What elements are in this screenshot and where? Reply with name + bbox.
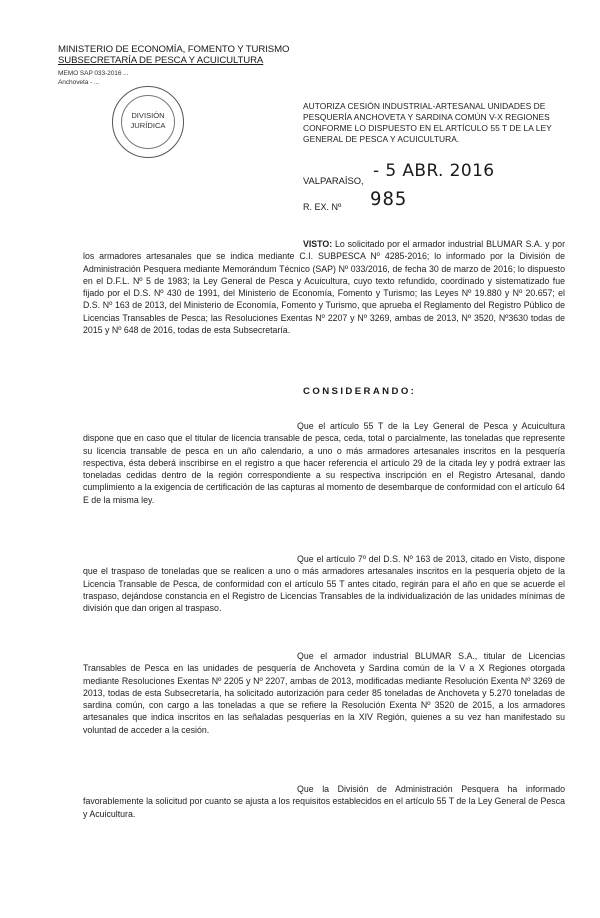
- considerando-paragraph-3: Que el armador industrial BLUMAR S.A., titular de Licencias Transables de Pesca en las unidades de pesquería de Anchoveta y Sardina común de la V a X Regiones otorgada mediante Resoluciones Exentas Nº 2205 y Nº 2207, ambas de 2013, modificadas mediante Resolución Exenta Nº 3269 de 2013, todas de esta Subsecretaría, ha solicitado autorización para ceder 85 toneladas de Anchoveta y 5.270 toneladas de sardina común, con cargo a las toneladas a que se refiere la Resolución Exenta Nº 3520 de 2015, a los armadores artesanales que indica inscritos en las señaladas pesquerías en la XIV Región, quienes a su vez han manifestado su voluntad de acceder a la cesión.: [83, 651, 565, 735]
- resolution-title: AUTORIZA CESIÓN INDUSTRIAL-ARTESANAL UNIDADES DE PESQUERÍA ANCHOVETA Y SARDINA COMÚN V-X REGIONES CONFORME LO DISPUESTO EN EL ARTÍCULO 55 T DE LA LEY GENERAL DE PESCA Y ACUICULTURA.: [303, 101, 552, 144]
- subsecretaria-name: SUBSECRETARÍA DE PESCA Y ACUICULTURA: [58, 55, 264, 66]
- resolution-date: - 5 ABR. 2016: [373, 161, 495, 181]
- considerando-paragraph-2: Que el artículo 7º del D.S. Nº 163 de 2013, citado en Visto, dispone que el traspaso de toneladas que se realicen a uno o más armadores artesanales inscritos en la pesquería objeto de la Licencia Transable de Pesca, de conformidad con el artículo 55 T antes citado, regirán para el año en que se acuerde el traspaso, dejándose constancia en el Registro de Licencias Transables de la individualización de las unidades mínimas de división que dan origen al traspaso.: [83, 554, 565, 614]
- division-juridica-stamp: [112, 86, 184, 158]
- resolution-number: 985: [370, 188, 408, 210]
- city-label: VALPARAÍSO,: [303, 175, 364, 186]
- visto-paragraph: [83, 238, 565, 336]
- stamp-line-2: JURÍDICA: [130, 121, 166, 130]
- visto-label: VISTO:: [303, 239, 333, 249]
- considerando-paragraph-1: Que el artículo 55 T de la Ley General de Pesca y Acuicultura dispone que en caso que el titular de licencia transable de pesca, ceda, total o parcialmente, las toneladas que represente su licencia transable de pesca en un año calendario, a uno o más armadores artesanales inscritos en la pesquería respectiva, ésta deberá inscribirse en el registro a que hacer referencia el artículo 29 de la citada ley y podrá extraer las toneladas cedidas dentro de la región correspondiente a su respectiva inscripción en el Registro Artesanal, dando cumplimiento a la exigencia de certificación de las capturas al momento de desembarque de conformidad con el artículo 64 E de la misma ley.: [83, 421, 565, 505]
- considerando-heading: CONSIDERANDO:: [303, 386, 417, 397]
- reference-line-2: Anchoveta - ...: [58, 79, 100, 86]
- considerando-paragraph-4: Que la División de Administración Pesquera ha informado favorablemente la solicitud por cuanto se ajusta a los requisitos establecidos en el artículo 55 T de la Ley General de Pesca y Acuicultura.: [83, 784, 565, 819]
- rex-label: R. EX. Nº: [303, 202, 342, 212]
- visto-text: Lo solicitado por el armador industrial BLUMAR S.A. y por los armadores artesanales que se indica mediante C.I. SUBPESCA Nº 4285-2016; lo informado por la División de Administración Pesquera mediante Memorándum Técnico (SAP) Nº 033/2016, de fecha 30 de marzo de 2016; lo dispuesto en el D.F.L. Nº 5 de 1983; la Ley General de Pesca y Acuicultura, cuyo texto refundido, coordinado y sistematizado fue fijado por el D.S. Nº 430 de 1991, del Ministerio de Economía, Fomento y Turismo; las Leyes Nº 19.880 y Nº 20.657; el D.S. Nº 163 de 2013, del Ministerio de Economía, Fomento y Turismo, que aprueba el Reglamento del Registro Público de Licencias Transables de Pesca; las Resoluciones Exentas Nº 2207 y Nº 3269, ambas de 2013, Nº 3520, Nº3630 todas de 2015 y Nº 648 de 2016, todas de esta Subsecretaría.: [83, 239, 566, 336]
- ministry-name: MINISTERIO DE ECONOMÍA, FOMENTO Y TURISMO: [58, 44, 290, 55]
- reference-line-1: MEMO SAP 033-2016 ...: [58, 70, 129, 77]
- stamp-line-1: DIVISIÓN: [131, 111, 165, 120]
